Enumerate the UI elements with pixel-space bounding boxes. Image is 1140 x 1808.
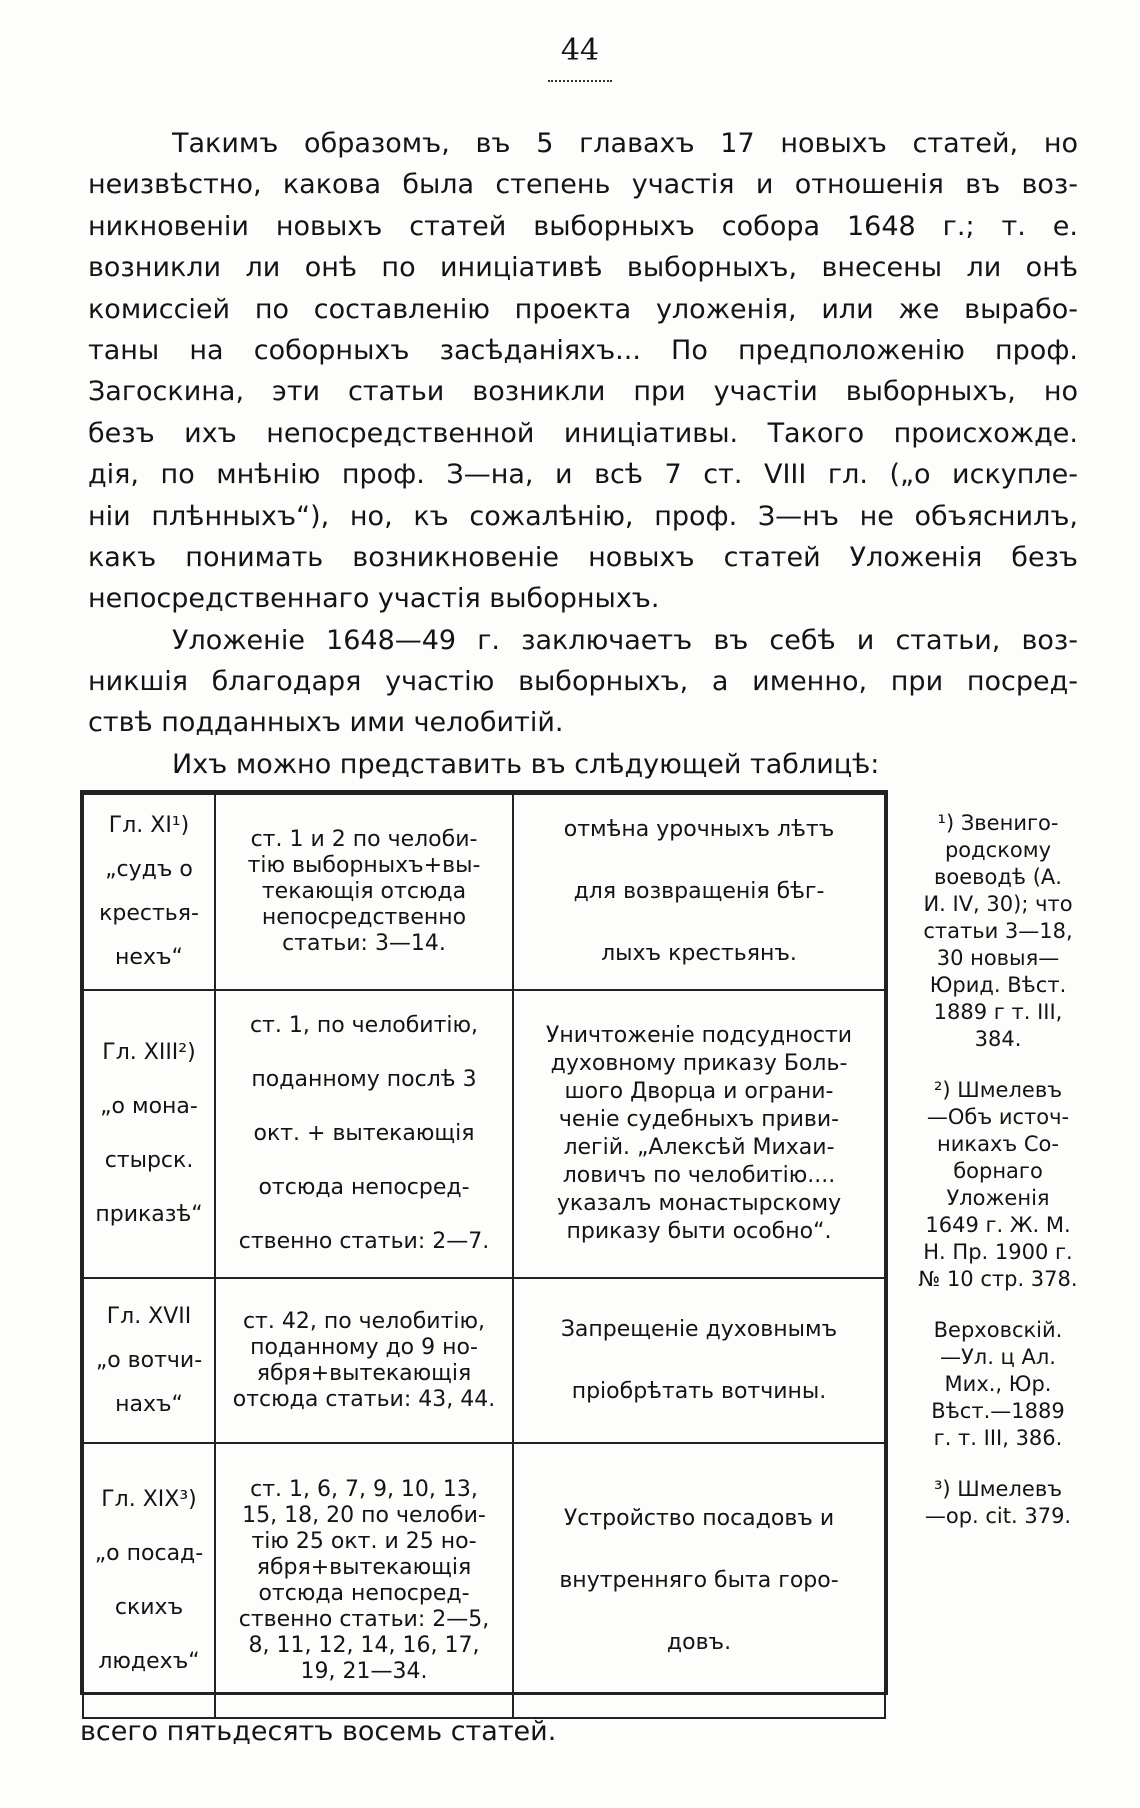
text-line: неизвѣстно, какова была степень участія и отношенія въ воз- [88,169,1078,201]
articles-cell-line: отсюда непосред- [258,1580,470,1606]
paragraph-3 [88,744,1078,785]
content-cell-line: Уничтоженіе подсудности [545,1023,853,1048]
articles-cell-line: отсюда статьи: 43, 44. [232,1386,496,1412]
content-cell-line: ловичъ по челобитію.... [562,1163,836,1188]
chapter-cell-line: „о вотчи- [95,1347,203,1373]
content-cell-line: легій. „Алексѣй Михаи- [563,1135,835,1160]
footnote [900,1077,1096,1293]
text-line: комиссіей по составленію проекта уложенія, или же вырабо- [88,293,1078,325]
footnote-line: —Объ источ- [926,1105,1070,1129]
text-line: ствѣ подданныхъ ими челобитій. [88,707,564,739]
text-line: Уложеніе 1648—49 г. заключаетъ въ себѣ и статьи, воз- [172,624,1078,656]
footnote-line: —op. cit. 379. [924,1504,1072,1528]
footnote-line: И. IV, 30); что [923,892,1073,916]
articles-cell-line: поданному послѣ 3 [251,1067,477,1092]
articles-cell-line: ственно статьи: 2—5, [238,1606,490,1632]
content-cell-line: лыхъ крестьянъ. [601,941,797,966]
footnote-line: воеводѣ (А. [934,865,1062,889]
articles-cell-line: ября+вытекающія [256,1360,472,1386]
body-text [88,123,1078,785]
chapter-cell-line: людехъ“ [98,1648,200,1674]
articles-cell-line: 15, 18, 20 по челоби- [242,1502,486,1528]
footnote-line: Верховскій. [933,1318,1063,1342]
chapter-table [80,790,888,1695]
articles-cell [215,1443,513,1718]
articles-cell-line: ября+вытекающія [256,1554,472,1580]
text-line: возникли ли онѣ по иниціативѣ выборныхъ, внесены ли онѣ [88,252,1078,284]
footnote-line: Юрид. Вѣст. [929,973,1067,997]
articles-cell [215,990,513,1278]
table-row [83,1278,885,1443]
footnotes-column [900,810,1096,1554]
articles-cell-line: ст. 1 и 2 по челоби- [250,827,478,852]
table-row [83,990,885,1278]
articles-cell-line: поданному до 9 но- [250,1334,478,1360]
footnote-line: ¹) Звениго- [937,811,1059,835]
chapter-cell-line: скихъ [114,1594,184,1620]
content-cell [513,1278,885,1443]
table-row [83,1443,885,1718]
text-line: никшія благодаря участію выборныхъ, а именно, при посред- [88,666,1078,698]
chapter-cell-line: нехъ“ [115,945,183,970]
chapter-cell-line: „о мона- [100,1094,198,1119]
content-cell [513,990,885,1278]
footnote-line: № 10 стр. 378. [918,1267,1078,1291]
footnote-line: г. т. III, 386. [933,1426,1063,1450]
text-line: какъ понимать возникновеніе новыхъ статей Уложенія безъ [88,541,1078,573]
page-number-divider [548,80,612,82]
content-cell [513,1443,885,1718]
content-cell-line: отмѣна урочныхъ лѣтъ [563,817,835,842]
articles-cell-line: ст. 1, 6, 7, 9, 10, 13, [250,1476,478,1502]
content-cell [513,794,885,990]
paragraph-2 [88,620,1078,744]
content-cell-line: Запрещеніе духовнымъ [560,1316,838,1342]
content-cell-line: внутренняго быта горо- [559,1567,839,1593]
table-row [83,794,885,990]
chapter-cell [83,1278,215,1443]
footnote-line: борнаго [953,1159,1043,1183]
articles-cell [215,794,513,990]
content-cell-line: духовному приказу Боль- [550,1051,848,1076]
footnote-line: родскому [944,838,1052,862]
content-cell-line: для возвращенія бѣг- [573,879,825,904]
chapter-cell-line: нахъ“ [115,1391,183,1417]
chapter-table-grid [82,793,886,1719]
articles-cell-line: ст. 1, по челобитію, [249,1013,479,1038]
footnote-line: 30 новыя— [936,946,1060,970]
content-cell-line: указалъ монастырскому [556,1191,842,1216]
content-cell-line: довъ. [666,1629,732,1655]
page-number: 44 [560,33,600,68]
chapter-cell-line: „судъ о [105,857,193,882]
footnote-line: 384. [974,1027,1022,1051]
content-cell-line: ченіе судебныхъ приви- [558,1107,840,1132]
articles-cell-line: тію выборныхъ+вы- [247,853,481,878]
footnote [900,1317,1096,1452]
articles-cell-line: ст. 42, по челобитію, [242,1308,486,1334]
footnote-line: Уложенія [946,1186,1050,1210]
footnote-line: 1889 г т. III, [933,1000,1063,1024]
footnote-line: —Ул. ц Ал. [939,1345,1056,1369]
text-line: ніи плѣнныхъ“), но, къ сожалѣнію, проф. З—нъ не объяснилъ, [88,500,1078,532]
text-line: Такимъ образомъ, въ 5 главахъ 17 новыхъ статей, но [172,128,1078,159]
text-line: таны на соборныхъ засѣданіяхъ... По предположенію проф. [88,334,1078,366]
articles-cell-line: 8, 11, 12, 14, 16, 17, [248,1632,480,1658]
chapter-cell-line: стырск. [104,1148,194,1173]
articles-cell-line: непосредственно [261,905,467,930]
chapter-cell-line: Гл. XVII [106,1303,192,1329]
articles-cell-line: окт. + вытекающія [253,1121,475,1146]
articles-cell-line: 19, 21—34. [300,1658,428,1684]
text-line: дія, по мнѣнію проф. З—на, и всѣ 7 ст. VIII гл. („о искупле- [88,459,1078,491]
closing-line: всего пятьдесятъ восемь статей. [80,1716,557,1747]
articles-cell-line: тію 25 окт. и 25 но- [251,1528,477,1554]
chapter-cell-line: Гл. XI¹) [108,813,190,838]
content-cell-line: Устройство посадовъ и [563,1505,835,1531]
articles-cell-line: текающія отсюда [261,879,467,904]
chapter-cell-line: Гл. XIX³) [101,1486,197,1512]
paragraph-1 [88,123,1078,620]
footnote-line: ³) Шмелевъ [933,1477,1063,1501]
footnote-line: статьи 3—18, [923,919,1073,943]
articles-cell-line: ственно статьи: 2—7. [238,1229,490,1254]
footnote-line: никахъ Со- [937,1132,1059,1156]
content-cell-line: шого Дворца и ограни- [564,1079,834,1104]
footnote [900,1476,1096,1530]
articles-cell-line: статьи: 3—14. [282,931,446,956]
footnote-line: 1649 г. Ж. М. [925,1213,1071,1237]
chapter-cell [83,794,215,990]
text-line: никновеніи новыхъ статей выборныхъ собора 1648 г.; т. е. [88,210,1078,242]
chapter-cell-line: приказѣ“ [95,1202,203,1227]
footnote-line: Мих., Юр. [944,1372,1052,1396]
footnote [900,810,1096,1053]
text-line: Загоскина, эти статьи возникли при участіи выборныхъ, но [88,376,1078,408]
chapter-cell [83,990,215,1278]
footnote-line: Вѣст.—1889 [931,1399,1065,1423]
text-line: Ихъ можно представить въ слѣдующей таблицѣ: [172,748,880,780]
text-line: безъ ихъ непосредственной иниціативы. Такого происхожде. [88,417,1078,449]
text-line: непосредственнаго участія выборныхъ. [88,583,660,615]
chapter-cell-line: Гл. XIII²) [102,1040,196,1065]
footnote-line: Н. Пр. 1900 г. [923,1240,1073,1264]
chapter-cell-line: „о посад- [94,1540,204,1566]
articles-cell-line: отсюда непосред- [258,1175,470,1200]
chapter-cell [83,1443,215,1718]
footnote-line: ²) Шмелевъ [933,1078,1063,1102]
chapter-cell-line: крестья- [99,901,199,926]
articles-cell [215,1278,513,1443]
content-cell-line: пріобрѣтать вотчины. [571,1378,827,1404]
content-cell-line: приказу быти особно“. [566,1219,832,1244]
